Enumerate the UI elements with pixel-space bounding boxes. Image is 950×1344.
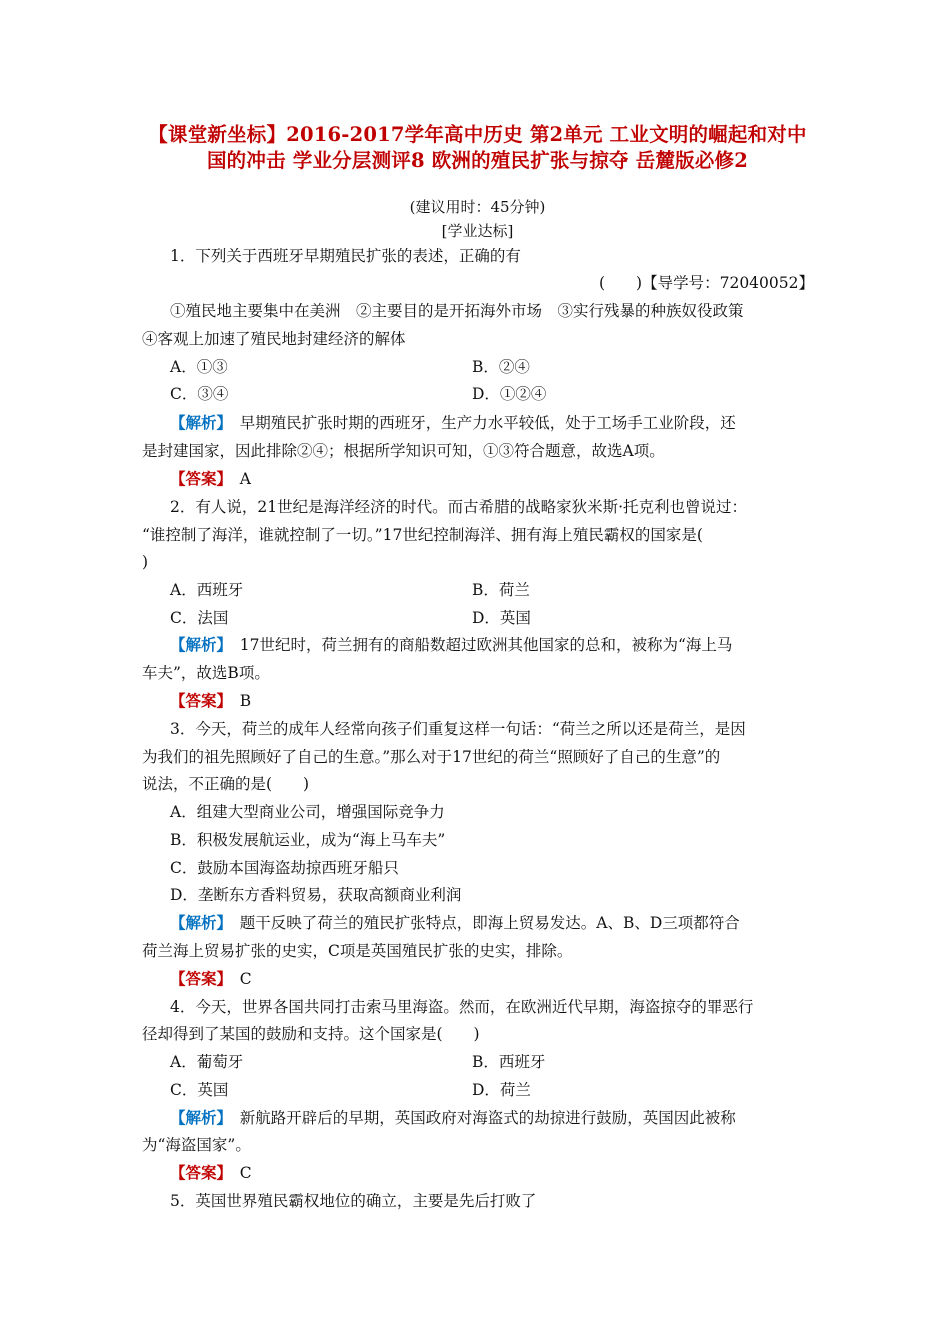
analysis-tag: 【解析】: [170, 635, 225, 654]
q2-option-a: A．西班牙: [170, 581, 244, 599]
analysis-tag: 【解析】: [170, 413, 225, 432]
q4-analysis-line2: 为“海盗国家”。: [142, 1136, 251, 1154]
q2-stem-line3: ): [142, 553, 149, 571]
q2-analysis-text: 17世纪时，荷兰拥有的商船数超过欧洲其他国家的总和，被称为“海上马: [224, 636, 733, 654]
q3-analysis-text: 题干反映了荷兰的殖民扩张特点，即海上贸易发达。A、B、D三项都符合: [224, 914, 740, 932]
q2-stem-line2: “谁控制了海洋，谁就控制了一切。”17世纪控制海洋、拥有海上殖民霸权的国家是(: [142, 526, 703, 544]
q3-answer-value: C: [224, 970, 252, 988]
q5-stem-line1: 5．英国世界殖民霸权地位的确立，主要是先后打败了: [170, 1192, 537, 1210]
document-title: 【课堂新坐标】2016-2017学年高中历史 第2单元 工业文明的崛起和对中国的冲击 学业分层测评8 欧洲的殖民扩张与掠夺 岳麓版必修2: [148, 123, 807, 172]
q2-analysis-line2: 车夫”，故选B项。: [142, 664, 270, 682]
q4-stem-line1: 4．今天，世界各国共同打击索马里海盗。然而，在欧洲近代早期，海盗掠夺的罪恶行: [170, 998, 754, 1016]
q1-option-b: B．②④: [472, 358, 530, 376]
q4-answer-value: C: [224, 1164, 252, 1182]
q2-analysis-line1: [170, 634, 732, 656]
q1-option-d: D．①②④: [472, 385, 547, 403]
analysis-tag: 【解析】: [170, 1108, 225, 1127]
answer-tag: 【答案】: [170, 691, 225, 710]
answer-tag: 【答案】: [170, 469, 225, 488]
section-heading: [学业达标]: [441, 222, 514, 240]
q3-answer: [170, 968, 252, 990]
time-note: (建议用时：45分钟): [409, 198, 546, 216]
q3-option-d: D．垄断东方香料贸易，获取高额商业利润: [170, 886, 462, 904]
q4-analysis-line1: [170, 1107, 736, 1129]
q2-option-c: C．法国: [170, 609, 229, 627]
q2-option-d: D．英国: [472, 609, 531, 627]
q1-answer: [170, 468, 251, 490]
q3-option-c: C．鼓励本国海盗劫掠西班牙船只: [170, 859, 399, 877]
q3-stem-line2: 为我们的祖先照顾好了自己的生意。”那么对于17世纪的荷兰“照顾好了自己的生意”的: [142, 748, 721, 766]
q4-option-a: A．葡萄牙: [170, 1053, 244, 1071]
q4-analysis-text: 新航路开辟后的早期，英国政府对海盗式的劫掠进行鼓励，英国因此被称: [224, 1109, 736, 1127]
q4-option-d: D．荷兰: [472, 1081, 531, 1099]
q4-stem-line2: 径却得到了某国的鼓励和支持。这个国家是( ): [142, 1025, 480, 1043]
q2-answer: [170, 690, 251, 712]
q1-analysis-line2: 是封建国家，因此排除②④；根据所学知识可知，①③符合题意，故选A项。: [142, 442, 665, 460]
q1-stem: 1．下列关于西班牙早期殖民扩张的表述，正确的有: [170, 247, 521, 265]
q4-option-b: B．西班牙: [472, 1053, 546, 1071]
q4-option-c: C．英国: [170, 1081, 229, 1099]
q3-analysis-line2: 荷兰海上贸易扩张的史实，C项是英国殖民扩张的史实，排除。: [142, 942, 573, 960]
q1-items-line2: ④客观上加速了殖民地封建经济的解体: [142, 330, 406, 348]
q4-answer: [170, 1162, 252, 1184]
q1-paren-ref: ( )【导学号：72040052】: [599, 274, 814, 292]
answer-tag: 【答案】: [170, 1163, 225, 1182]
q3-option-a: A．组建大型商业公司，增强国际竞争力: [170, 803, 445, 821]
q1-answer-value: A: [224, 470, 251, 488]
q2-answer-value: B: [224, 692, 252, 710]
q1-items-line1: ①殖民地主要集中在美洲 ②主要目的是开拓海外市场 ③实行残暴的种族奴役政策: [170, 302, 744, 320]
q3-stem-line3: 说法，不正确的是( ): [142, 775, 310, 793]
q1-option-c: C．③④: [170, 385, 229, 403]
q3-analysis-line1: [170, 912, 740, 934]
q3-option-b: B．积极发展航运业，成为“海上马车夫”: [170, 831, 446, 849]
analysis-tag: 【解析】: [170, 913, 225, 932]
q1-analysis-text: 早期殖民扩张时期的西班牙，生产力水平较低，处于工场手工业阶段，还: [224, 414, 736, 432]
q2-stem-line1: 2．有人说，21世纪是海洋经济的时代。而古希腊的战略家狄米斯·托克利也曾说过：: [170, 498, 748, 516]
q1-option-a: A．①③: [170, 358, 228, 376]
answer-tag: 【答案】: [170, 969, 225, 988]
q1-analysis-line1: [170, 412, 736, 434]
q3-stem-line1: 3．今天，荷兰的成年人经常向孩子们重复这样一句话：“荷兰之所以还是荷兰，是因: [170, 720, 746, 738]
q2-option-b: B．荷兰: [472, 581, 530, 599]
